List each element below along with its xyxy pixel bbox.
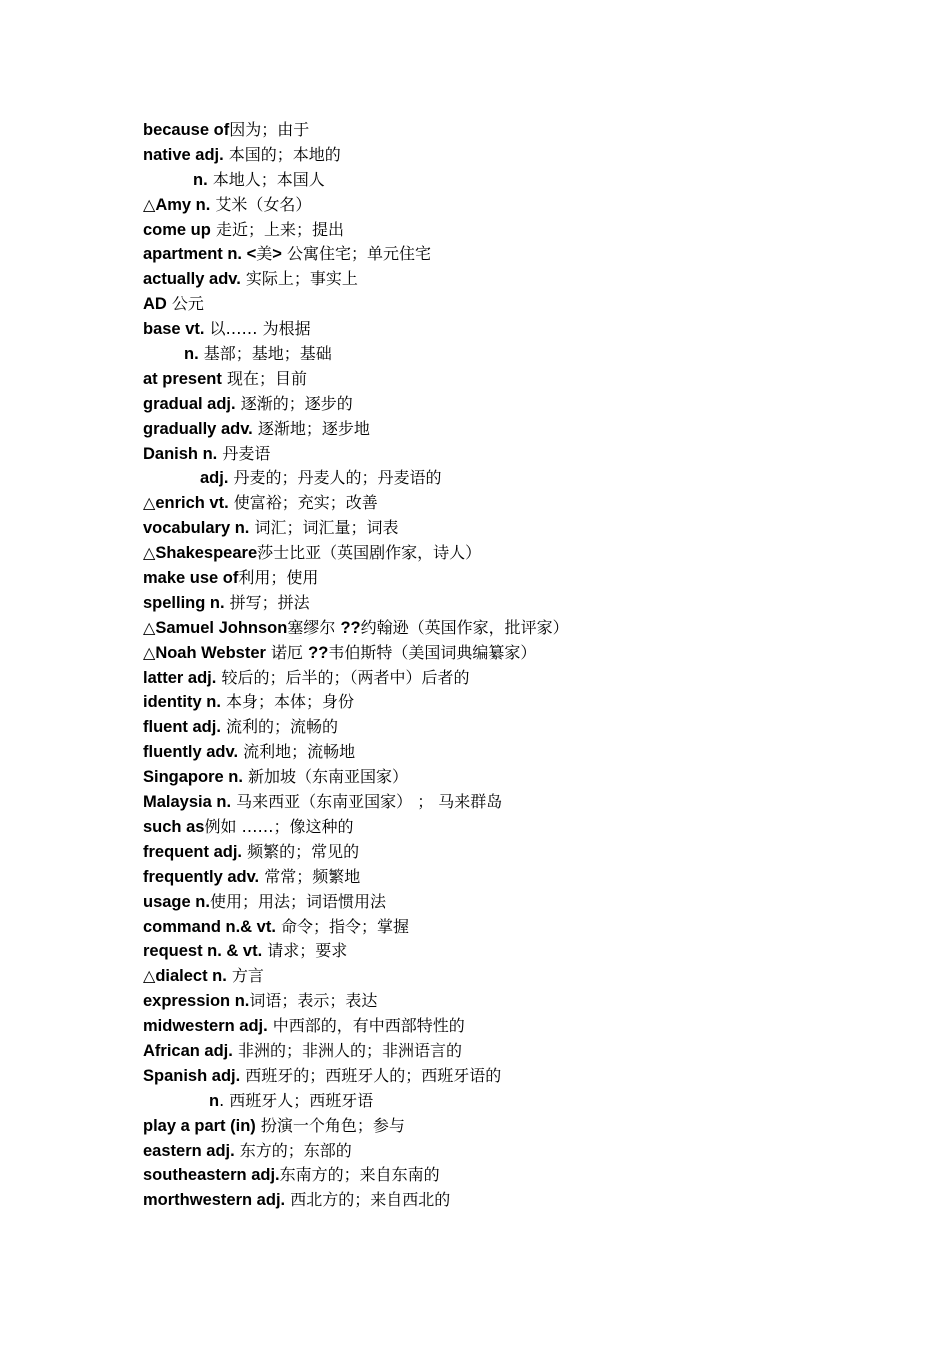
vocab-term: African adj. (143, 1041, 233, 1060)
vocab-entry (143, 690, 923, 715)
vocab-term: actually adv. (143, 270, 241, 289)
vocab-entry (143, 1163, 923, 1188)
vocab-entry (143, 516, 923, 541)
vocab-entry (143, 392, 923, 417)
vocab-definition-part: 公寓住宅；单元住宅 (281, 244, 431, 264)
vocab-entry (143, 1014, 923, 1039)
vocab-definition: 流利地；流畅地 (238, 742, 356, 762)
vocab-definition: 西班牙的；西班牙人的；西班牙语的 (240, 1065, 502, 1085)
triangle-marker: △ (143, 493, 156, 513)
vocab-entry (143, 815, 923, 840)
vocab-entry (143, 715, 923, 740)
vocab-term: play a part (in) (143, 1116, 256, 1135)
vocab-entry (143, 1089, 923, 1114)
vocab-definition: 因为；由于 (229, 120, 310, 139)
vocab-term: Singapore n. (143, 768, 243, 787)
vocab-term: frequently adv. (143, 867, 260, 886)
vocab-term: Danish n. (143, 444, 218, 463)
vocab-entry (143, 915, 923, 940)
vocab-term: gradual adj. (143, 394, 236, 413)
vocab-definition: 常常；频繁地 (259, 866, 361, 886)
vocab-definition: 流利的；流畅的 (220, 717, 339, 737)
vocab-definition: 新加坡（东南亚国家） (242, 767, 409, 787)
vocab-definition: 公元 (166, 294, 204, 314)
triangle-marker: △ (143, 194, 156, 214)
vocab-definition: 美 (256, 244, 273, 264)
vocab-entry (143, 740, 923, 765)
vocab-entry (143, 267, 923, 292)
vocab-entry (143, 442, 923, 467)
vocab-entry (143, 317, 923, 342)
vocab-term: morthwestern adj. (143, 1191, 286, 1210)
vocab-term: Noah Webster (155, 643, 266, 662)
vocab-definition: 利用；使用 (238, 568, 319, 588)
vocab-term: make use of (143, 569, 239, 588)
vocab-definition: 扮演一个角色；参与 (255, 1115, 405, 1135)
vocab-definition: 请求；要求 (262, 941, 348, 961)
vocab-term: eastern adj. (143, 1141, 235, 1160)
vocab-term: latter adj. (143, 668, 217, 687)
vocab-definition: 词语；表示；表达 (249, 991, 378, 1011)
vocab-term: vocabulary n. (143, 519, 250, 538)
vocab-term: Spanish adj. (143, 1066, 241, 1085)
vocab-definition: 以…… 为根据 (204, 319, 311, 339)
vocab-term: AD (143, 295, 167, 314)
vocab-term: identity n. (143, 693, 221, 712)
vocab-term: n. (193, 170, 208, 189)
triangle-marker: △ (143, 617, 156, 637)
vocab-entry (143, 1039, 923, 1064)
vocab-entry (143, 1114, 923, 1139)
vocab-entry (143, 964, 923, 989)
vocab-term: base vt. (143, 320, 205, 339)
vocab-term: Samuel Johnson (155, 618, 288, 637)
vocab-entry (143, 143, 923, 168)
vocab-entry (143, 616, 923, 641)
vocab-term: because of (143, 121, 230, 139)
vocab-term: Amy n. (155, 195, 211, 214)
vocab-entry (143, 840, 923, 865)
vocab-entry (143, 939, 923, 964)
vocab-entry (143, 865, 923, 890)
vocab-term: n (209, 1091, 220, 1110)
vocab-definition: 拼写；拼法 (224, 592, 310, 612)
vocab-definition: 例如 ……；像这种的 (204, 816, 354, 836)
vocab-definition: 现在；目前 (221, 368, 307, 388)
vocab-term: southeastern adj. (143, 1166, 280, 1185)
vocab-entry (143, 466, 923, 491)
vocab-definition: 马来西亚（东南亚国家） ； 马来群岛 (231, 792, 503, 812)
vocab-entry (143, 118, 923, 143)
vocab-definition: . 西班牙人；西班牙语 (219, 1090, 374, 1110)
vocab-term: gradually adv. (143, 419, 253, 438)
vocab-definition: 艾米（女名） (210, 194, 312, 214)
vocab-term: Malaysia n. (143, 793, 232, 812)
vocab-term: fluent adj. (143, 718, 221, 737)
vocab-definition: 非洲的；非洲人的；非洲语言的 (232, 1040, 462, 1060)
vocab-term: dialect n. (155, 967, 227, 986)
vocab-definition: 实际上；事实上 (240, 269, 358, 289)
vocab-entry (143, 342, 923, 367)
vocab-definition: 东南方的；来自东南的 (279, 1165, 440, 1185)
vocab-entry (143, 367, 923, 392)
vocab-definition: 逐渐地；逐步地 (252, 418, 370, 438)
vocab-term: Shakespeare (155, 544, 258, 563)
vocab-definition: 东方的；东部的 (234, 1140, 352, 1160)
vocab-entry (143, 168, 923, 193)
vocab-definition: 命令；指令；掌握 (275, 916, 410, 936)
vocab-entry (143, 292, 923, 317)
vocab-entry (143, 890, 923, 915)
vocab-definition-part: 韦伯斯特（美国词典编纂家） (328, 642, 537, 662)
vocab-definition: 使用；用法；词语惯用法 (209, 891, 386, 911)
vocab-entry (143, 218, 923, 243)
vocab-definition: 塞缪尔 (287, 617, 341, 637)
vocab-definition: 丹麦语 (217, 443, 271, 463)
vocab-term: adj. (200, 469, 229, 488)
vocab-entry (143, 1064, 923, 1089)
vocab-term-part: > (272, 245, 282, 264)
vocab-term: native adj. (143, 145, 224, 164)
vocab-term: midwestern adj. (143, 1017, 268, 1036)
vocab-term: frequent adj. (143, 842, 243, 861)
vocab-definition: 较后的；后半的；（两者中）后者的 (216, 667, 470, 687)
vocab-definition: 西北方的；来自西北的 (285, 1190, 451, 1210)
vocab-term: spelling n. (143, 593, 225, 612)
vocab-term-part: ?? (340, 618, 361, 637)
vocab-entry (143, 765, 923, 790)
vocab-entry (143, 541, 923, 566)
vocabulary-list (143, 118, 923, 1213)
vocab-entry (143, 989, 923, 1014)
triangle-marker: △ (143, 966, 156, 986)
vocab-entry (143, 790, 923, 815)
vocab-entry (143, 641, 923, 666)
vocab-entry (143, 242, 923, 267)
vocab-definition: 本地人；本国人 (207, 169, 325, 189)
triangle-marker: △ (143, 543, 156, 563)
vocab-entry (143, 666, 923, 691)
triangle-marker: △ (143, 642, 156, 662)
vocab-term: at present (143, 369, 222, 388)
vocab-term: fluently adv. (143, 743, 239, 762)
vocab-entry (143, 566, 923, 591)
vocab-term: such as (143, 817, 205, 836)
vocab-entry (143, 1139, 923, 1164)
vocab-term: apartment n. < (143, 245, 257, 264)
vocab-entry (143, 417, 923, 442)
vocab-definition: 词汇；词汇量；词表 (249, 518, 399, 538)
vocab-term: request n. & vt. (143, 942, 263, 961)
vocab-definition: 逐渐的；逐步的 (235, 393, 353, 413)
vocab-term: usage n. (143, 892, 210, 911)
vocab-definition: 基部；基地；基础 (198, 344, 332, 364)
vocab-term: n. (184, 345, 199, 364)
vocab-entry (143, 193, 923, 218)
vocab-definition-part: 约翰逊（英国作家，批评家） (360, 617, 569, 637)
vocab-definition: 中西部的，有中西部特性的 (267, 1016, 465, 1036)
vocab-entry (143, 591, 923, 616)
vocab-entry (143, 1188, 923, 1213)
vocab-definition: 丹麦的；丹麦人的；丹麦语的 (228, 468, 442, 488)
vocab-definition: 莎士比亚（英国剧作家，诗人） (257, 543, 482, 563)
vocab-definition: 频繁的；常见的 (242, 841, 360, 861)
vocab-definition: 本国的；本地的 (223, 144, 341, 164)
vocab-term: come up (143, 220, 211, 239)
vocab-definition: 诺厄 (265, 642, 309, 662)
vocab-definition: 本身；本体；身份 (220, 692, 355, 712)
vocab-term: command n.& vt. (143, 917, 276, 936)
vocab-term: expression n. (143, 992, 250, 1011)
vocab-term: enrich vt. (155, 494, 229, 513)
vocab-term-part: ?? (308, 643, 329, 662)
vocab-definition: 方言 (226, 966, 264, 986)
vocab-definition: 走近；上来；提出 (210, 219, 344, 239)
vocab-entry (143, 491, 923, 516)
vocab-definition: 使富裕；充实；改善 (228, 493, 378, 513)
